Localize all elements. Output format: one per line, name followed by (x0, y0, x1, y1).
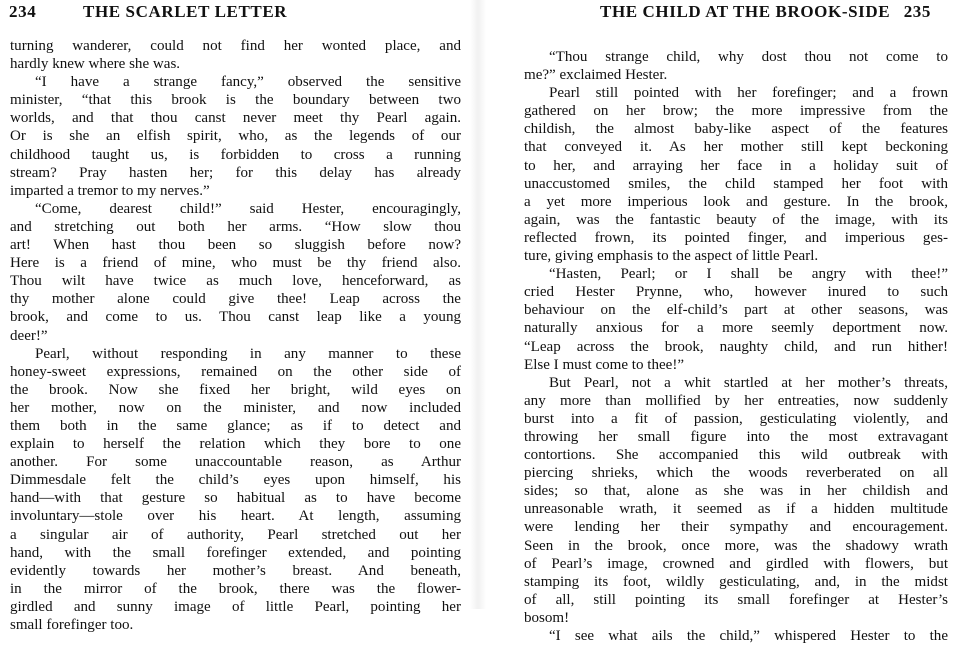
text-line: Here is a friend of mine, who must be thy friend also. (10, 255, 461, 272)
text-line: a singular air of authority, Pearl stretched out her (10, 526, 461, 543)
text-line: “I see what ails the child,” whispered Hester to the (549, 628, 948, 644)
running-head: THE SCARLET LETTER (83, 2, 288, 21)
right-page-text (524, 48, 948, 645)
text-line: piercing shrieks, which the woods reverberated on all (524, 465, 948, 482)
text-line: were lending her their sympathy and encouragement. (524, 519, 948, 536)
text-line: Seen in the brook, once more, was the shadowy wrath (524, 537, 948, 554)
text-line: deer!” (10, 327, 48, 344)
text-line: honey-sweet expressions, remained on the other side of (10, 363, 461, 380)
text-line: Dimmesdale felt the child’s eyes upon himself, his (10, 472, 461, 489)
text-line: bosom! (524, 609, 570, 626)
text-line: art! When hast thou been so sluggish before now? (10, 237, 461, 254)
text-line: “Leap across the brook, naughty child, and run hither! (524, 338, 948, 355)
text-line: another. For some unaccountable reason, as Arthur (10, 454, 461, 471)
text-line: and stretching out both her arms. “How slow thou (10, 218, 461, 235)
text-line: them both in the same glance; as if to detect and (10, 417, 461, 434)
right-page-header (600, 2, 931, 28)
text-line: naturally anxious for a more seemly deportment now. (524, 320, 948, 337)
text-line: behaviour on the elf-child’s part at other seasons, was (524, 302, 948, 319)
text-line: me?” exclaimed Hester. (524, 67, 668, 84)
text-line: reflected frown, its pointed finger, and imperious ges- (524, 229, 948, 246)
text-line: “Hasten, Pearl; or I shall be angry with thee!” (549, 266, 948, 283)
text-line: her mother, now on the minister, and now included (10, 399, 461, 416)
text-line: a yet more imperious look and gesture. In the brook, (524, 193, 948, 210)
left-page-text (10, 37, 461, 634)
text-line: imparted a tremor to my nerves.” (10, 182, 210, 199)
text-line: throwing her small figure into the most extravagant (524, 428, 948, 445)
text-line: evidently towards her mother’s breast. And beneath, (10, 562, 461, 579)
text-line: Pearl still pointed with her forefinger; and a frown (549, 85, 948, 102)
text-line: explain to herself the relation which they bore to one (10, 436, 461, 453)
text-line: Thou wilt have twice as much love, henceforward, as (10, 273, 461, 290)
text-line: contortions. She accompanied this wild outbreak with (524, 447, 948, 464)
text-line: “Thou strange child, why dost thou not come to (549, 49, 948, 65)
right-page (478, 0, 955, 644)
text-line: “I have a strange fancy,” observed the sensitive (35, 74, 461, 91)
text-line: any more than mollified by her entreaties, now suddenly (524, 392, 948, 409)
text-line: girdled and sunny image of little Pearl, pointing her (10, 598, 461, 615)
text-line: worlds, and that thou canst never meet thy Pearl again. (10, 110, 461, 127)
text-line: of all, still pointing its small forefinger at Hester’s (524, 591, 948, 608)
page-number: 235 (903, 2, 931, 21)
text-line: sides; so that, alone as she was in her childish and (524, 483, 948, 500)
text-line: unreasonable wrath, it seemed as if a hidden multitude (524, 501, 948, 518)
text-line: turning wanderer, could not find her wonted place, and (10, 38, 461, 54)
text-line: thy mother alone could give thee! Leap across the (10, 291, 461, 308)
text-line: Else I must come to thee!” (524, 356, 685, 373)
text-line: childhood taught us, is forbidden to cross a running (10, 146, 461, 163)
text-line: Pearl, without responding in any manner to these (35, 345, 461, 362)
text-line: of Pearl’s image, crowned and girdled with flowers, but (524, 555, 948, 572)
text-line: again, was the fantastic beauty of the image, with its (524, 211, 948, 228)
page-number: 234 (9, 2, 37, 21)
left-page (0, 0, 478, 633)
text-line: stream? Pray hasten her; for this delay has already (10, 164, 461, 181)
running-head: THE CHILD AT THE BROOK-SIDE (600, 2, 891, 21)
left-page-header (9, 2, 470, 28)
text-line: Or is she an elfish spirit, who, as the legends of our (10, 128, 461, 145)
text-line: hand—with that gesture so habitual as to have become (10, 490, 461, 507)
text-line: hand, with the small forefinger extended, and pointing (10, 544, 461, 561)
text-line: cried Hester Prynne, who, however inured to such (524, 284, 948, 301)
text-line: that conveyed it. As her mother still kept beckoning (524, 139, 948, 156)
text-line: unaccustomed smiles, the child stamped her foot with (524, 175, 948, 192)
text-line: the brook. Now she fixed her bright, wild eyes on (10, 381, 461, 398)
text-line: stamping its foot, wildly gesticulating, and, in the midst (524, 573, 948, 590)
text-line: gathered on her brow; the more impressive from the (524, 103, 948, 120)
text-line: small forefinger too. (10, 617, 134, 633)
text-line: But Pearl, not a whit startled at her mother’s threats, (549, 374, 948, 391)
text-line: to her, and arraying her face in a holiday suit of (524, 157, 948, 174)
text-line: hardly knew where she was. (10, 56, 181, 73)
text-line: brook, and come to us. Thou canst leap like a young (10, 309, 461, 326)
text-line: in the mirror of the brook, there was the flower- (10, 580, 461, 597)
text-line: burst into a fit of passion, gesticulating violently, and (524, 410, 948, 427)
text-line: involuntary—stole over his heart. At length, assuming (10, 508, 461, 525)
text-line: childish, the almost baby-like aspect of the features (524, 121, 948, 138)
text-line: “Come, dearest child!” said Hester, encouragingly, (35, 200, 461, 217)
text-line: minister, “that this brook is the boundary between two (10, 92, 461, 109)
text-line: ture, giving emphasis to the aspect of little Pearl. (524, 248, 819, 265)
